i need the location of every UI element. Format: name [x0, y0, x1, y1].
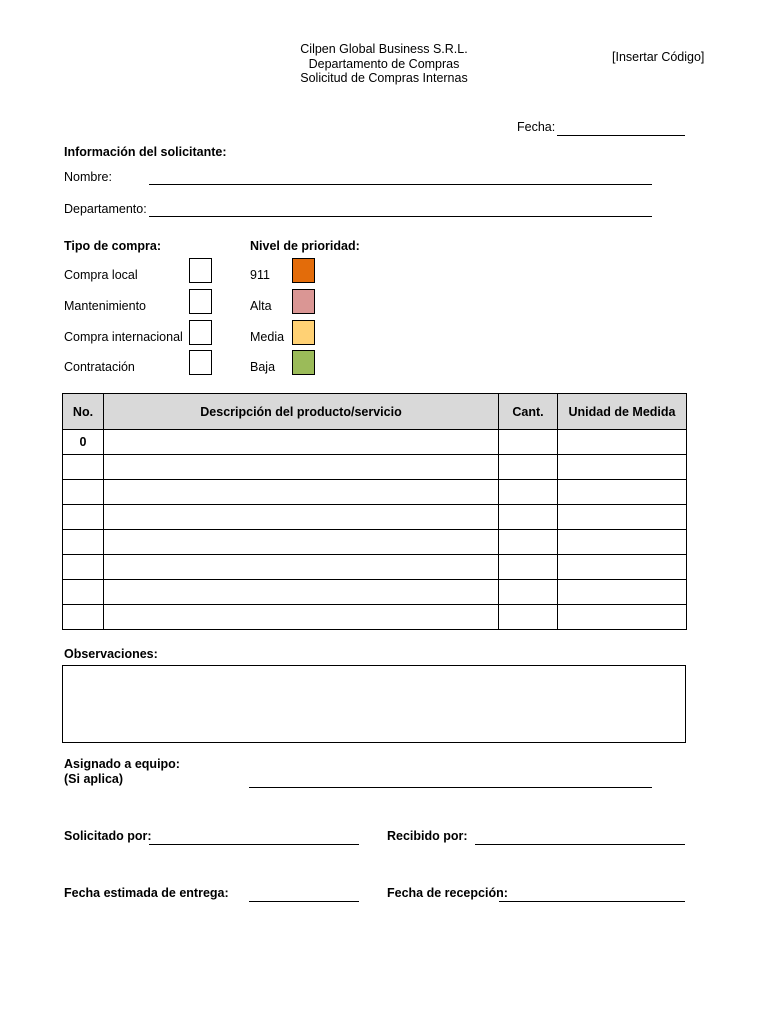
row-number-cell[interactable]	[63, 605, 104, 630]
description-cell[interactable]	[104, 605, 499, 630]
row-number-cell[interactable]	[63, 480, 104, 505]
table-header-row	[63, 394, 687, 430]
priority-title: Nivel de prioridad:	[250, 239, 360, 253]
qty-cell[interactable]	[499, 605, 558, 630]
received-by-label: Recibido por:	[387, 829, 468, 843]
table-row	[63, 555, 687, 580]
items-table	[62, 393, 687, 630]
purchase-option-label: Compra internacional	[64, 330, 183, 344]
description-cell[interactable]	[104, 480, 499, 505]
table-row	[63, 580, 687, 605]
assigned-team-field[interactable]	[249, 787, 652, 788]
purchase-maintenance-checkbox[interactable]	[189, 289, 212, 314]
requested-by-field[interactable]	[149, 844, 359, 845]
requested-by-label: Solicitado por:	[64, 829, 152, 843]
unit-cell[interactable]	[558, 580, 687, 605]
observations-field[interactable]	[62, 665, 686, 743]
priority-level-label: Baja	[250, 360, 276, 374]
purchase-option-label: Mantenimiento	[64, 299, 146, 313]
table-row	[63, 505, 687, 530]
unit-cell[interactable]	[558, 555, 687, 580]
column-header-no: No.	[63, 394, 104, 430]
priority-level-label: Media	[250, 330, 285, 344]
row-number-cell[interactable]: 0	[63, 430, 104, 455]
purchase-option-label: Compra local	[64, 268, 138, 282]
description-cell[interactable]	[104, 505, 499, 530]
priority-alta-swatch[interactable]	[292, 289, 315, 314]
purchase-type-title: Tipo de compra:	[64, 239, 162, 253]
table-row	[63, 480, 687, 505]
department-field[interactable]	[149, 216, 652, 217]
row-number-cell[interactable]	[63, 455, 104, 480]
qty-cell[interactable]	[499, 430, 558, 455]
qty-cell[interactable]	[499, 505, 558, 530]
estimated-delivery-label: Fecha estimada de entrega:	[64, 886, 229, 900]
form-title: Solicitud de Compras Internas	[300, 71, 468, 85]
description-cell[interactable]	[104, 555, 499, 580]
purchase-option-label: Contratación	[64, 360, 135, 374]
row-number-cell[interactable]	[63, 580, 104, 605]
assigned-label: Asignado a equipo:	[64, 757, 180, 771]
priority-baja-swatch[interactable]	[292, 350, 315, 375]
qty-cell[interactable]	[499, 555, 558, 580]
row-number-cell[interactable]	[63, 530, 104, 555]
description-cell[interactable]	[104, 455, 499, 480]
unit-cell[interactable]	[558, 505, 687, 530]
department-name: Departamento de Compras	[308, 56, 460, 71]
column-header-unit: Unidad de Medida	[558, 394, 687, 430]
qty-cell[interactable]	[499, 580, 558, 605]
received-by-field[interactable]	[475, 844, 685, 845]
unit-cell[interactable]	[558, 455, 687, 480]
qty-cell[interactable]	[499, 480, 558, 505]
estimated-delivery-field[interactable]	[249, 901, 359, 902]
unit-cell[interactable]	[558, 430, 687, 455]
date-field[interactable]	[557, 135, 685, 136]
priority-media-swatch[interactable]	[292, 320, 315, 345]
department-label: Departamento:	[64, 202, 147, 216]
row-number-cell[interactable]	[63, 555, 104, 580]
name-label: Nombre:	[64, 170, 112, 184]
table-row	[63, 430, 687, 455]
date-label: Fecha:	[517, 120, 556, 134]
table-row	[63, 455, 687, 480]
description-cell[interactable]	[104, 580, 499, 605]
assigned-sublabel: (Si aplica)	[64, 772, 124, 786]
description-cell[interactable]	[104, 530, 499, 555]
column-header-qty: Cant.	[499, 394, 558, 430]
requester-section-title: Información del solicitante:	[64, 145, 227, 159]
qty-cell[interactable]	[499, 530, 558, 555]
name-field[interactable]	[149, 184, 652, 185]
qty-cell[interactable]	[499, 455, 558, 480]
table-row	[63, 605, 687, 630]
priority-level-label: Alta	[250, 299, 272, 313]
reception-date-field[interactable]	[499, 901, 685, 902]
purchase-international-checkbox[interactable]	[189, 320, 212, 345]
unit-cell[interactable]	[558, 605, 687, 630]
purchase-contracting-checkbox[interactable]	[189, 350, 212, 375]
company-name: Cilpen Global Business S.R.L.	[300, 42, 468, 56]
unit-cell[interactable]	[558, 530, 687, 555]
unit-cell[interactable]	[558, 480, 687, 505]
table-row	[63, 530, 687, 555]
column-header-description: Descripción del producto/servicio	[104, 394, 499, 430]
priority-911-swatch[interactable]	[292, 258, 315, 283]
description-cell[interactable]	[104, 430, 499, 455]
row-number-cell[interactable]	[63, 505, 104, 530]
code-placeholder: [Insertar Código]	[612, 50, 705, 64]
observations-label: Observaciones:	[64, 647, 158, 661]
purchase-local-checkbox[interactable]	[189, 258, 212, 283]
reception-date-label: Fecha de recepción:	[387, 886, 508, 900]
priority-level-label: 911	[250, 268, 270, 282]
assigned-label-group	[64, 757, 180, 787]
